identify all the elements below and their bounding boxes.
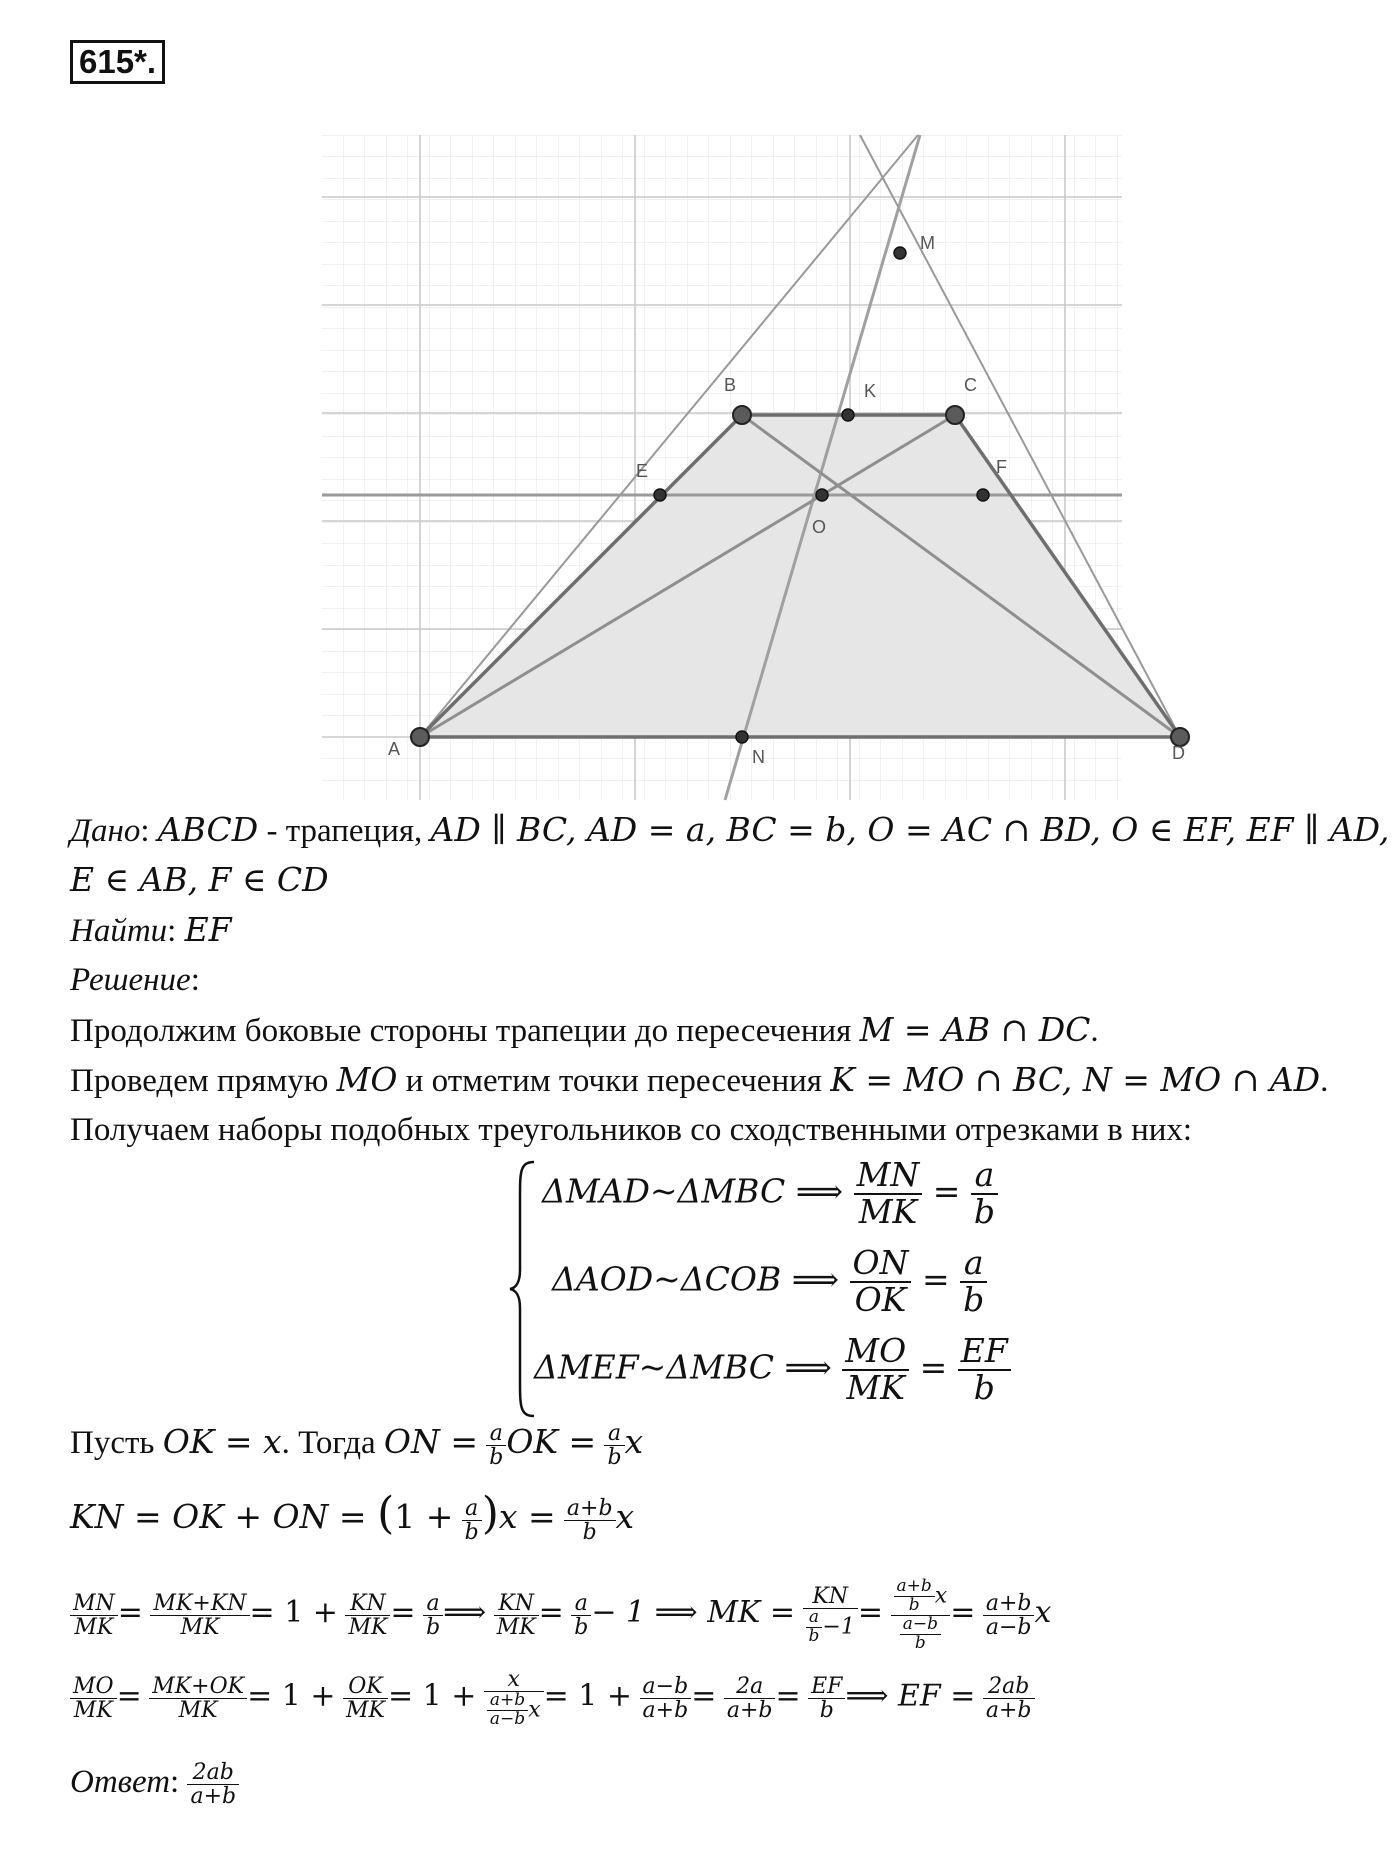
kn-paren-close: ) — [481, 1488, 499, 1539]
mo-eq-5: = — [691, 1678, 717, 1714]
let-line — [70, 1420, 643, 1469]
mn-eq-4: = — [538, 1595, 564, 1631]
mo-frac-5: $\frac{a-b}{a+b}$ — [640, 1675, 692, 1722]
paragraph-1-text: Продолжим боковые стороны трапеции до пересечения — [70, 1013, 860, 1049]
paragraph-2-text-b: и отметим точки пересечения — [397, 1063, 831, 1099]
label-m: M — [920, 233, 935, 253]
mn-frac-1: $\frac{MN}{MK}$ — [70, 1592, 118, 1639]
label-b: B — [724, 375, 737, 395]
row-1-frac-2: $\frac{a}{b}$ — [971, 1158, 998, 1229]
mo-frac-1: $\frac{MO}{MK}$ — [70, 1675, 117, 1722]
system-row-1 — [542, 1155, 998, 1231]
given-conditions: AD ∥ BC, AD = a, BC = b, O = AC ∩ BD, O ∈ EF, EF ∥ AD, — [430, 810, 1390, 849]
mo-eq-3: = 1 + — [387, 1678, 477, 1714]
mo-eq-4: = 1 + — [543, 1678, 633, 1714]
mo-frac-8: $\frac{2ab}{a+b}$ — [983, 1675, 1035, 1722]
paragraph-3 — [70, 1108, 1192, 1152]
kn-frac-1: $\frac{a}{b}$ — [462, 1497, 482, 1544]
kn-line — [70, 1488, 635, 1545]
paragraph-2-end: . — [1320, 1063, 1329, 1099]
mn-frac-7: KN $\frac{a}{b}$ −1 — [803, 1585, 858, 1646]
let-frac-1: $\frac{a}{b}$ — [486, 1422, 506, 1469]
answer-line: Ответ: $\frac{2ab}{a+b}$ — [70, 1760, 239, 1808]
point-m — [894, 247, 906, 259]
mn-frac-8: $\frac{a+b}{b}$ x $\frac{a-b}{b}$ — [891, 1578, 951, 1652]
let-math-c: OK = — [506, 1422, 597, 1461]
kn-paren-open: ( — [377, 1488, 395, 1539]
mo-frac-4-inner: $\frac{a+b}{a-b}$ — [487, 1692, 528, 1729]
let-math-a: OK = x — [162, 1422, 282, 1461]
point-e — [654, 489, 666, 501]
paragraph-1-math: M = AB ∩ DC — [859, 1010, 1091, 1049]
system-row-3 — [534, 1331, 1011, 1407]
label-d: D — [1172, 743, 1185, 763]
mn-frac-6: $\frac{a}{b}$ — [571, 1592, 591, 1639]
mn-frac-3: $\frac{KN}{MK}$ — [345, 1592, 390, 1639]
let-text-a: Пусть — [70, 1425, 163, 1461]
row-1-lhs: ΔMAD~ΔMBC ⟹ — [542, 1171, 844, 1211]
point-c — [946, 406, 964, 424]
given-label: Дано — [70, 813, 141, 849]
mo-frac-2: $\frac{MK+OK}{MK}$ — [149, 1675, 247, 1722]
given-line-1: Дано: ABCD - трапеция, AD ∥ BC, AD = a, BC = b, O = AC ∩ BD, O ∈ EF, EF ∥ AD, — [70, 810, 1390, 849]
answer-frac: $\frac{2ab}{a+b}$ — [187, 1761, 239, 1808]
let-math-b: ON = — [383, 1422, 478, 1461]
given-line-2 — [70, 858, 329, 903]
point-b — [733, 406, 751, 424]
point-f — [977, 489, 989, 501]
solution-label-line: Решение: — [70, 962, 200, 998]
mo-arrow: ⟹ EF = — [845, 1678, 976, 1714]
mo-eq-2: = 1 + — [247, 1678, 336, 1714]
paragraph-2-math-a: MO — [336, 1060, 398, 1099]
label-n: N — [752, 747, 765, 767]
row-1-eq: = — [932, 1171, 961, 1211]
mn-tail: x — [1034, 1595, 1052, 1631]
system-row-2 — [552, 1243, 987, 1319]
mn-eq-2: = 1 + — [249, 1595, 338, 1631]
mo-eq-1: = — [116, 1678, 142, 1714]
row-2-frac-1: $\frac{ON}{OK}$ — [850, 1246, 912, 1317]
row-1-frac-1: $\frac{MN}{MK}$ — [854, 1158, 923, 1229]
solution-label: Решение — [70, 962, 191, 998]
point-o — [816, 489, 828, 501]
paragraph-2-text-a: Проведем прямую — [70, 1063, 337, 1099]
label-o: O — [812, 517, 827, 537]
problem-number: 615*. — [70, 40, 165, 84]
find-label: Найти — [70, 913, 168, 949]
mo-eq-6: = — [775, 1678, 801, 1714]
let-frac-2: $\frac{a}{b}$ — [604, 1422, 624, 1469]
let-math-d: x — [624, 1422, 644, 1461]
mo-frac-3: $\frac{OK}{MK}$ — [343, 1675, 388, 1722]
row-3-frac-1: $\frac{MO}{MK}$ — [842, 1334, 909, 1405]
mn-eq-6: = — [950, 1595, 976, 1631]
mn-frac-2: $\frac{MK+KN}{MK}$ — [150, 1592, 249, 1639]
answer-label: Ответ — [70, 1764, 171, 1800]
mn-arrow-1: ⟹ — [443, 1595, 487, 1631]
mn-minus-arrow: − 1 ⟹ MK = — [591, 1595, 796, 1631]
row-3-lhs: ΔMEF~ΔMBC ⟹ — [534, 1347, 832, 1387]
mn-frac-8-den: $\frac{a-b}{b}$ — [900, 1616, 941, 1653]
kn-frac-2: $\frac{a+b}{b}$ — [564, 1497, 616, 1544]
point-n — [736, 731, 748, 743]
point-k — [842, 409, 854, 421]
mn-line — [70, 1578, 1051, 1652]
kn-math-a: KN = OK + ON = — [70, 1497, 378, 1536]
mn-eq-5: = — [857, 1595, 883, 1631]
paragraph-2-math-b: K = MO ∩ BC, N = MO ∩ AD — [830, 1060, 1321, 1099]
mn-frac-8-num: $\frac{a+b}{b}$ — [894, 1578, 935, 1615]
kn-math-c: x — [615, 1497, 635, 1536]
mo-frac-4: x $\frac{a+b}{a-b}$ x — [484, 1668, 544, 1729]
kn-one-plus: 1 + — [394, 1497, 454, 1536]
paragraph-3-text: Получаем наборы подобных треугольников со сходственными отрезками в них: — [70, 1112, 1193, 1148]
label-k: K — [864, 381, 877, 401]
find-value: EF — [184, 910, 232, 949]
row-2-frac-2: $\frac{a}{b}$ — [960, 1246, 987, 1317]
paragraph-1-end: . — [1090, 1013, 1099, 1049]
row-3-frac-2: $\frac{EF}{b}$ — [958, 1334, 1011, 1405]
mo-line — [70, 1668, 1035, 1729]
mn-frac-7-inner: $\frac{a}{b}$ — [806, 1609, 823, 1646]
mn-frac-9: $\frac{a+b}{a-b}$ — [983, 1592, 1035, 1639]
label-a: A — [388, 739, 401, 759]
label-c: C — [964, 375, 977, 395]
let-text-b: . Тогда — [281, 1425, 384, 1461]
given-type: - трапеция, — [258, 813, 431, 849]
kn-math-b: x = — [498, 1497, 556, 1536]
mn-eq-1: = — [117, 1595, 143, 1631]
mo-frac-6: $\frac{2a}{a+b}$ — [724, 1675, 776, 1722]
mn-frac-4: $\frac{a}{b}$ — [423, 1592, 443, 1639]
given-figure: ABCD — [157, 810, 259, 849]
row-2-eq: = — [921, 1259, 950, 1299]
mn-frac-5: $\frac{KN}{MK}$ — [494, 1592, 539, 1639]
label-e: E — [636, 461, 649, 481]
point-a — [411, 728, 429, 746]
mo-frac-7: $\frac{EF}{b}$ — [808, 1675, 845, 1722]
label-f: F — [996, 457, 1007, 477]
geometry-figure — [300, 135, 1185, 800]
row-2-lhs: ΔAOD~ΔCOB ⟹ — [552, 1259, 840, 1299]
row-3-eq: = — [919, 1347, 948, 1387]
paragraph-2 — [70, 1058, 1328, 1103]
mn-eq-3: = — [390, 1595, 416, 1631]
paragraph-1 — [70, 1008, 1099, 1053]
find-line: Найти: EF — [70, 910, 232, 949]
given-conditions-2: E ∈ AB, F ∈ CD — [70, 860, 329, 899]
